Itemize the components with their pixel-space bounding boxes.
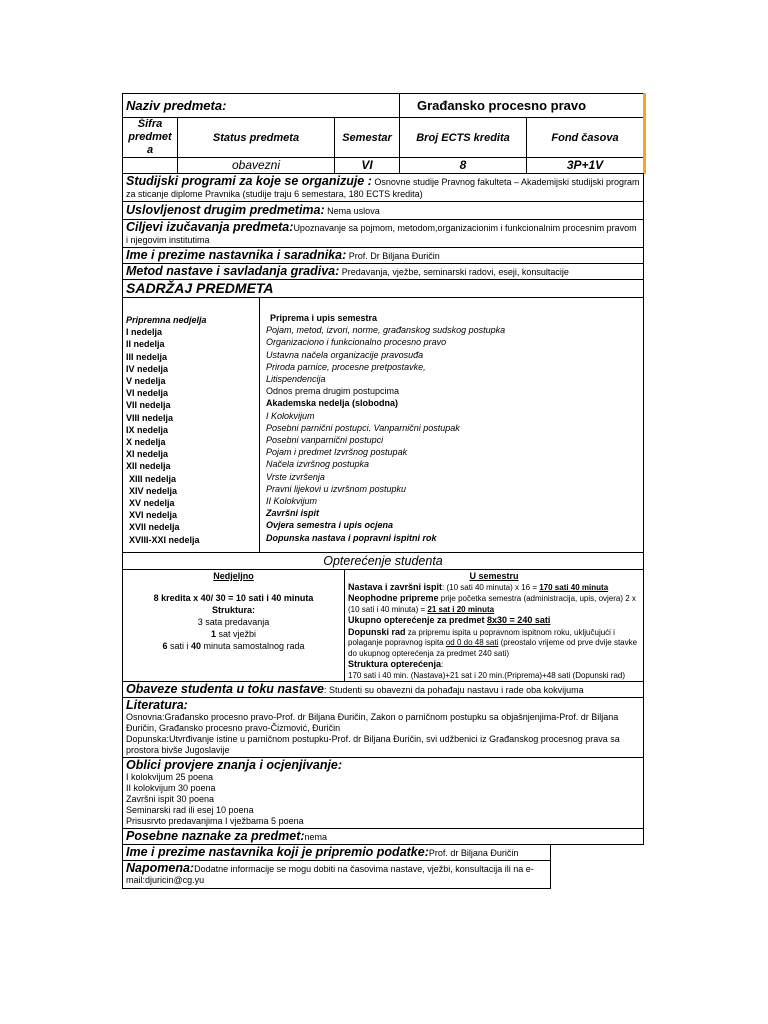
- week-item: V nedelja: [126, 376, 166, 387]
- literatura-row: [123, 698, 644, 758]
- week-item: X nedelja: [126, 437, 166, 448]
- neophodne-line: Neophodne pripreme prije početka semestra (administracija, upis, ovjera) 2 x (10 sati i 40 minuta) = 21 sat i 20 minuta: [348, 593, 636, 614]
- pripremio-label: Ime i prezime nastavnika koji je pripremio podatke:: [126, 845, 429, 860]
- oblici-item: Seminarski rad ili esej 10 poena: [126, 805, 254, 816]
- week-item: IV nedelja: [126, 363, 169, 374]
- topic-item: Litispendencija: [266, 374, 326, 385]
- oblici-item: II kolokvijum 30 poena: [126, 783, 216, 794]
- opterecenje-semestar: [345, 569, 644, 682]
- nastava-line: Nastava i završni ispit: (10 sati 40 minuta) x 16 = 170 sati 40 minuta: [348, 581, 609, 592]
- topic-item: Organizaciono i funkcionalno procesno pravo: [266, 337, 447, 348]
- week-item: XIV nedelja: [129, 485, 178, 496]
- oblici-item: Završni ispit 30 poena: [126, 794, 215, 805]
- week-item: II nedelja: [126, 339, 165, 350]
- oblici-label: Oblici provjere znanja i ocjenjivanje:: [126, 758, 343, 773]
- posebne-row: [123, 829, 644, 845]
- metod-text: Predavanja, vježbe, seminarski radovi, eseji, konsultacije: [341, 267, 569, 277]
- nedjeljno-vjezbe: 1 sat vježbi: [210, 628, 257, 639]
- title-table: [122, 93, 646, 118]
- topic-item: Ovjera semestra i upis ocjena: [266, 520, 394, 531]
- obaveze-label: Obaveze studenta u toku nastave: [126, 682, 324, 697]
- obaveze-text: : Studenti su obavezni da pohađaju nastavu i rade oba kokvijuma: [323, 685, 584, 696]
- week-item: XIII nedelja: [129, 473, 177, 484]
- info-rows: [122, 173, 644, 298]
- info-table: [122, 117, 646, 174]
- uslovljenost-row: [123, 202, 644, 220]
- status-header: Status predmeta: [178, 118, 335, 158]
- week-item: XVIII-XXI nedelja: [129, 534, 200, 545]
- topic-item: Priroda parnice, procesne pretpostavke,: [266, 361, 426, 372]
- semestar-header: Semestar: [335, 118, 400, 158]
- napomena-text: Dodatne informacije se mogu dobiti na časovima nastave, vježbi, konsultacija ili na e-mail:djuricin@cg.yu: [126, 864, 534, 886]
- literatura-osnovna: Osnovna:Građansko procesno pravo-Prof. dr Biljana Đuričin, Zakon o parničnom postupku sa objašnjenjima-Prof. dr Biljana Đuričin, Građansko procesno pravo-Čizmović, Đuričin: [126, 712, 619, 734]
- topic-item: Pravni lijekovi u izvršnom postupku: [266, 483, 407, 494]
- ciljevi-label: Ciljevi izučavanja predmeta:: [126, 220, 294, 234]
- studijski-label: Studijski programi za koje se organizuje :: [126, 174, 372, 188]
- literatura-label: Literatura:: [126, 698, 188, 713]
- semestar-heading: U semestru: [469, 570, 519, 581]
- week-item: VI nedelja: [126, 388, 169, 399]
- topics-list: [266, 312, 640, 544]
- topic-item: Pojam, metod, izvori, norme, građanskog sudskog postupka: [266, 325, 506, 336]
- topic-item: Pojam i predmet Izvršnog postupak: [266, 447, 408, 458]
- topic-item: Posebni parnični postupci. Vanparnični postupak: [266, 422, 460, 433]
- week-item: I nedelja: [126, 327, 163, 338]
- literatura-dopunska: Dopunska:Utvrđivanje istine u parničnom postupku-Prof. dr Biljana Đuričin, svi udžbenici iz Građanskog procesnog prava sa prostora bivše Jugoslavije: [126, 734, 620, 756]
- fond-value: 3P+1V: [527, 158, 645, 174]
- ects-value: 8: [400, 158, 527, 174]
- posebne-text: nema: [304, 832, 328, 843]
- pripremio-text: Prof. dr Biljana Đuričin: [428, 848, 519, 859]
- nastavnik-row: [123, 248, 644, 264]
- topic-item: I Kolokvijum: [266, 410, 315, 421]
- struktura-label: Struktura opterećenja:: [348, 659, 444, 670]
- naziv-value: Građansko procesno pravo: [417, 97, 587, 113]
- nedjeljno-formula: 8 kredita x 40/ 30 = 10 sati i 40 minuta: [153, 592, 314, 603]
- bottom-rows: [122, 681, 644, 845]
- naziv-label: Naziv predmeta:: [126, 97, 227, 113]
- napomena-label: Napomena:: [126, 861, 195, 876]
- nedjeljno-struktura: Struktura:: [211, 604, 255, 615]
- sadrzaj-table: [122, 297, 644, 553]
- ciljevi-text: Upoznavanje sa pojmom, metodom,organizacionim i funkcionalnim procesnim pravom i njegovim institutima: [126, 223, 637, 245]
- opterecenje-table: [122, 552, 644, 683]
- week-item: IX nedelja: [126, 424, 169, 435]
- nedjeljno-heading: Nedjeljno: [213, 570, 254, 581]
- week-item: III nedelja: [126, 351, 168, 362]
- oblici-item: Prisusrvto predavanjima I vježbama 5 poena: [126, 816, 304, 827]
- topic-item: Posebni vanparnični postupci: [266, 435, 384, 446]
- uslovljenost-label: Uslovljenost drugim predmetima:: [126, 203, 325, 217]
- topic-item: Ustavna načela organizacije pravosuđa: [266, 349, 424, 360]
- topic-item: II Kolokvijum: [266, 496, 318, 507]
- topic-item: Priprema i upis semestra: [270, 313, 378, 323]
- ciljevi-row: [123, 220, 644, 248]
- sadrzaj-title-row: [123, 280, 644, 298]
- week-item: XVII nedelja: [129, 522, 180, 533]
- footer-rows: [122, 844, 551, 889]
- topic-item: Dopunska nastava i popravni ispitni rok: [266, 532, 437, 543]
- napomena-row: [123, 861, 551, 889]
- fond-header: Fond časova: [527, 118, 645, 158]
- nedjeljno-samostalni: 6 sati i 40 minuta samostalnog rada: [162, 640, 305, 651]
- oblici-item: I kolokvijum 25 poena: [126, 772, 214, 783]
- opterecenje-nedjeljno: [123, 569, 345, 682]
- topic-item: Završni ispit: [266, 508, 320, 519]
- pripremio-row: [123, 845, 551, 861]
- week-item: Pripremna nedjelja: [126, 315, 207, 325]
- sadrzaj-title: SADRŽAJ PREDMETA: [126, 280, 274, 296]
- topic-item: Načela izvršnog postupka: [266, 459, 370, 470]
- topic-item: Vrste izvršenja: [266, 471, 325, 482]
- week-item: XII nedelja: [126, 461, 171, 472]
- nastavnik-label: Ime i prezime nastavnika i saradnika:: [126, 248, 347, 262]
- week-item: XVI nedelja: [129, 510, 178, 521]
- uslovljenost-text: Nema uslova: [327, 206, 380, 216]
- metod-row: [123, 264, 644, 280]
- nastavnik-text: Prof. Dr Biljana Đuričin: [348, 251, 440, 261]
- topics-column: [260, 298, 644, 553]
- posebne-label: Posebne naznake za predmet:: [126, 829, 305, 844]
- week-item: VII nedelja: [126, 400, 171, 411]
- week-item: XV nedelja: [129, 498, 175, 509]
- dopunski-line: Dopunski rad za pripremu ispita u popravnom ispitnom roku, uključujući i polaganje popravnog ispita od 0 do 48 sati (preostalo vrijeme od prve dvije stavke do ukupnog opterećenja za predmet 240 sati): [348, 626, 638, 658]
- course-document: [122, 93, 646, 889]
- weeks-list: [126, 314, 256, 546]
- opterecenje-title: Opterećenje studenta: [323, 553, 443, 568]
- ukupno-line: Ukupno opterećenje za predmet 8x30 = 240 sati: [348, 615, 551, 626]
- topic-item: Odnos prema drugim postupcima: [266, 386, 400, 397]
- oblici-row: [123, 758, 644, 829]
- oblici-list: [126, 772, 640, 827]
- studijski-row: [123, 174, 644, 202]
- struktura-text: 170 sati i 40 min. (Nastava)+21 sat i 20 min.(Priprema)+48 sati (Dopunski rad): [348, 670, 626, 680]
- metod-label: Metod nastave i savladanja gradiva:: [126, 264, 340, 278]
- weeks-column: [123, 298, 260, 553]
- sifra-header: Šifra predmet a: [123, 118, 178, 158]
- ects-header: Broj ECTS kredita: [400, 118, 527, 158]
- studijski-text: Osnovne studije Pravnog fakulteta – Akademijski studijski program za sticanje diplome Pravnika (studije traju 6 semestara, 180 ECTS kredita): [126, 177, 640, 199]
- nedjeljno-predavanja: 3 sata predavanja: [197, 616, 270, 627]
- week-item: VIII nedelja: [126, 412, 174, 423]
- obaveze-row: [123, 682, 644, 698]
- status-value: obavezni: [178, 158, 335, 174]
- semestar-value: VI: [335, 158, 400, 174]
- topic-item: Akademska nedelja (slobodna): [266, 398, 399, 409]
- sifra-value: [123, 158, 178, 174]
- week-item: XI nedelja: [126, 449, 169, 460]
